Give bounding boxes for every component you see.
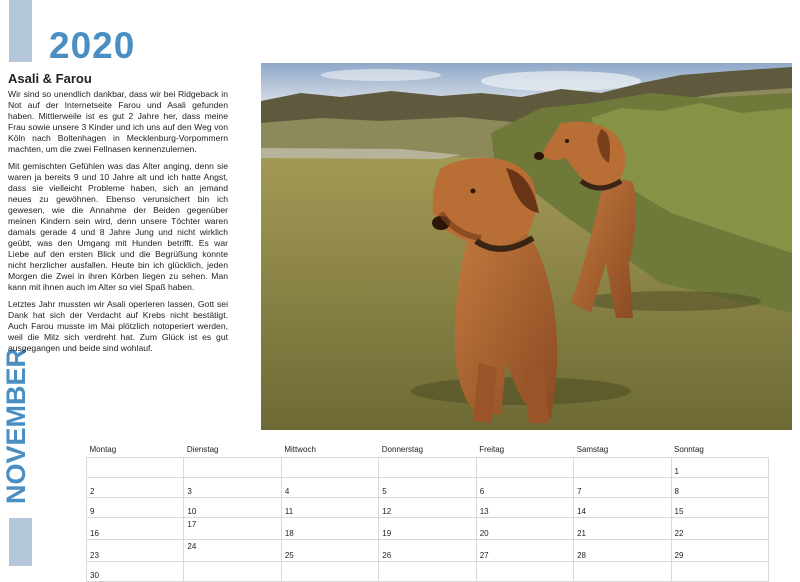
day-cell — [184, 562, 281, 582]
day-cell — [281, 458, 378, 478]
day-cell: 3 — [184, 478, 281, 498]
day-cell: 1 — [671, 458, 768, 478]
day-cell — [184, 458, 281, 478]
day-cell — [574, 458, 671, 478]
weekday-header: Samstag — [576, 444, 609, 454]
weekday-header-row — [87, 444, 769, 458]
month-label: NOVEMBER — [1, 347, 31, 504]
day-cell: 4 — [281, 478, 378, 498]
day-cell — [281, 562, 378, 582]
day-cell: 24 — [184, 540, 281, 562]
day-cell: 17 — [184, 518, 281, 540]
day-cell: 6 — [476, 478, 573, 498]
day-cell: 16 — [87, 518, 184, 540]
story-paragraph: Wir sind so unendlich dankbar, dass wir bei Ridgeback in Not auf der Internetseite Farou und Asali gefunden haben. Mittlerweile ist es gut 2 Jahre her, dass meine Frau sowie unsere 3 Kinder und ich uns auf den Weg von Köln nach Boltenhagen in Mecklenburg-Vorpommern machten, um die zwei Fellnasen kennenzulernen. — [8, 89, 228, 154]
day-cell — [87, 458, 184, 478]
day-cell: 19 — [379, 518, 476, 540]
day-cell: 22 — [671, 518, 768, 540]
day-cell: 10 — [184, 498, 281, 518]
day-cell: 2 — [87, 478, 184, 498]
day-cell: 18 — [281, 518, 378, 540]
weekday-header: Mittwoch — [284, 444, 316, 454]
story-paragraph: Letztes Jahr mussten wir Asali operieren lassen, Gott sei Dank hat sich der Verdacht auf Krebs nicht bestätigt. Auch Farou musste im Mai plötzlich notoperiert werden, weil die Milz sich verdreht hat. Zum Glück ist es gut ausgegangen und beide sind wohlauf. — [8, 299, 228, 353]
day-cell: 29 — [671, 540, 768, 562]
day-cell: 27 — [476, 540, 573, 562]
side-accent-bar-bottom — [9, 518, 32, 566]
day-cell: 9 — [87, 498, 184, 518]
weekday-header: Montag — [89, 444, 117, 454]
side-accent-bar-top — [9, 0, 32, 62]
week-row — [87, 518, 769, 540]
weekday-header: Donnerstag — [381, 444, 424, 454]
weekday-header: Sonntag — [674, 444, 704, 454]
week-row — [87, 498, 769, 518]
day-cell — [379, 562, 476, 582]
day-cell — [476, 458, 573, 478]
day-cell: 30 — [87, 562, 184, 582]
calendar-grid — [86, 444, 769, 582]
story-text — [8, 89, 228, 360]
day-cell — [476, 562, 573, 582]
day-cell — [379, 458, 476, 478]
week-row — [87, 540, 769, 562]
day-cell: 21 — [574, 518, 671, 540]
week-row — [87, 458, 769, 478]
year-heading: 2020 — [49, 25, 136, 66]
day-cell: 23 — [87, 540, 184, 562]
day-cell: 5 — [379, 478, 476, 498]
day-cell: 25 — [281, 540, 378, 562]
day-cell: 12 — [379, 498, 476, 518]
day-cell: 26 — [379, 540, 476, 562]
day-cell: 7 — [574, 478, 671, 498]
week-row — [87, 562, 769, 582]
day-cell: 8 — [671, 478, 768, 498]
story-title: Asali & Farou — [8, 71, 92, 86]
weekday-header: Freitag — [479, 444, 505, 454]
day-cell: 20 — [476, 518, 573, 540]
day-cell: 15 — [671, 498, 768, 518]
day-cell — [671, 562, 768, 582]
day-cell: 13 — [476, 498, 573, 518]
week-row — [87, 478, 769, 498]
day-cell: 28 — [574, 540, 671, 562]
day-cell — [574, 562, 671, 582]
dogs-photo — [261, 63, 792, 430]
day-cell: 11 — [281, 498, 378, 518]
day-cell: 14 — [574, 498, 671, 518]
story-paragraph: Mit gemischten Gefühlen was das Alter anging, denn sie waren ja bereits 9 und 10 Jahre alt und ich hatte Angst, dass sie vielleicht Probleme haben, sich an jemand neues zu gewöhnen. Ebenso verunsichert bin ich gewesen, wie die Annahme der Beiden gegenüber meinen Kindern sein wird, denn unsere Töchter waren damals gerade 4 und 8 Jahre Jung und nicht wirklich geübt, was den Umgang mit Hunden betrifft. Es war Liebe auf den ersten Blick und die Begrüßung konnte nicht herzlicher ausfallen. Heute bin ich glücklich, jeden Morgen die Zwei in ihren Körben liegen zu sehen. Man kann mit ihnen auch im Alter so viel Spaß haben. — [8, 161, 228, 292]
weekday-header: Dienstag — [186, 444, 219, 454]
